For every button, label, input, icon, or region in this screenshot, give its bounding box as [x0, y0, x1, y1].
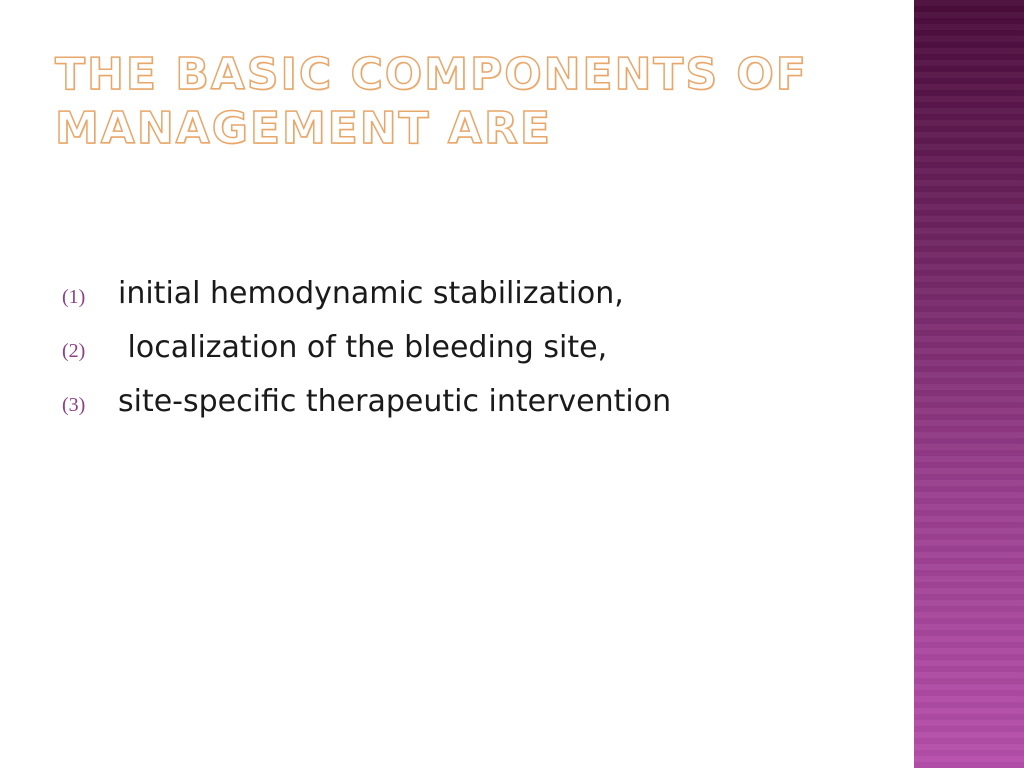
title-line-1: THE BASIC COMPONENTS OF [55, 49, 808, 100]
list-item-number: (1) [62, 286, 86, 308]
list-item-text: localization of the bleeding site, [118, 330, 608, 365]
list-item-text: site-specific therapeutic intervention [118, 384, 672, 419]
list-item-text: initial hemodynamic stabilization, [118, 276, 624, 311]
list-item-number: (2) [62, 340, 86, 362]
list-item-number: (3) [62, 394, 86, 416]
title-line-2: MANAGEMENT ARE [55, 103, 552, 154]
list-item [62, 330, 671, 384]
list-item [62, 384, 671, 438]
slide-title [55, 48, 895, 156]
component-list [62, 276, 671, 438]
decorative-sidebar [912, 0, 1024, 768]
list-item [62, 276, 671, 330]
